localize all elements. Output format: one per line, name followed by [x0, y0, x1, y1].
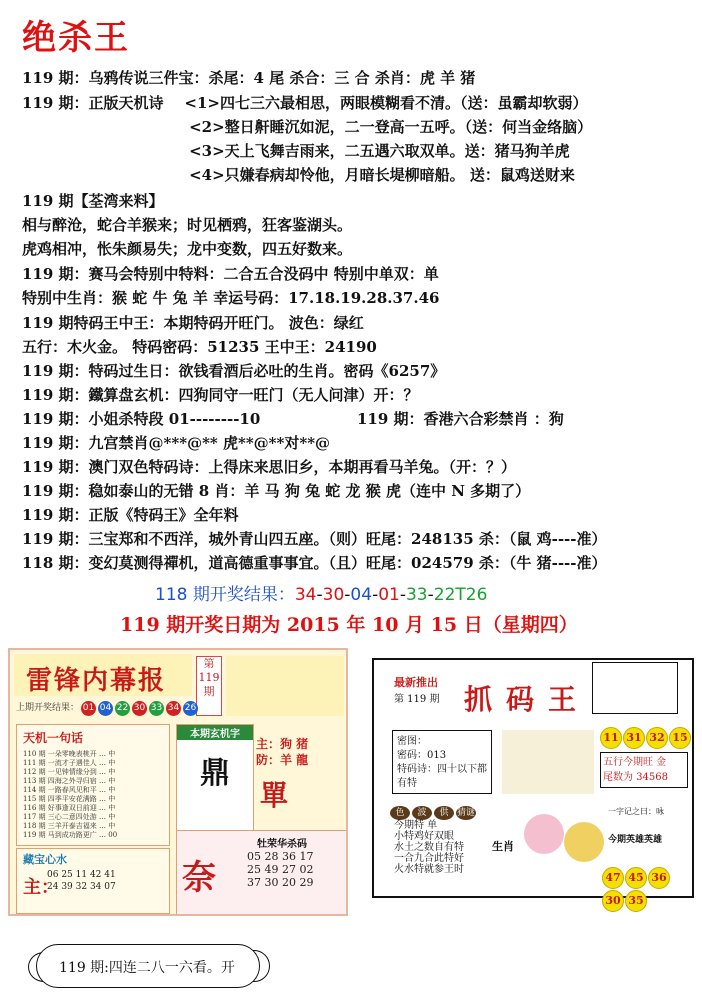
balls-label: 上期开奖结果：: [16, 703, 80, 713]
yellow-ball: 45: [625, 867, 647, 889]
forecast-line: [22, 529, 607, 549]
result-number: 33: [405, 585, 428, 605]
oracle-row: 111 期 一流才子遇佳人 … 中: [23, 759, 116, 767]
oracle-row: 118 期 三羊开泰吉福来 … 中: [23, 822, 116, 830]
oracle-row: 114 期 一路春风见和平 … 中: [23, 786, 116, 794]
yellow-ball: 31: [623, 727, 645, 749]
weishu-text: 尾数为 34568: [603, 772, 668, 783]
result-sep: -: [399, 585, 406, 605]
forecast-line-text: 相与醉沧，蛇合羊猴来；时见栖鸦，狂客鉴湖头。: [22, 216, 353, 234]
forecast-line: [22, 117, 592, 137]
forecast-line-text: 119 期：特码过生日：欲钱看酒后必吐的生肖。密码《6257》: [22, 362, 446, 380]
treasure-prefix: 主：: [23, 877, 59, 898]
forecast-line-text: <3>天上飞舞吉雨来，二五遇六取双单。送：猪马狗羊虎: [22, 142, 570, 160]
forecast-line: [22, 313, 364, 333]
lottery-ball: 33: [149, 701, 164, 716]
forecast-line-text: 119 期：正版天机诗 <1>四七三六最相思，两眼模糊看不清。（送：虽霸却软弱）: [22, 94, 588, 112]
forecast-line-text: 119 期特码王中王：本期特码开旺门。 波色：绿红: [22, 314, 364, 332]
forecast-line: [22, 409, 564, 429]
page-title: 绝杀王: [22, 18, 130, 58]
forecast-line: [22, 505, 239, 525]
card-slogan: 今期英雄英雄: [608, 835, 663, 845]
cloud-text: 119 期:四连二八一六看。开: [59, 960, 235, 976]
result-numbers: [295, 585, 488, 605]
oracle-title: 天机一句话: [23, 731, 84, 745]
kill-code-row: 25 49 27 02: [247, 863, 314, 876]
password-box: [392, 730, 492, 794]
mystery-char: 鼎: [200, 756, 230, 791]
mima-label: 密图：: [397, 736, 427, 747]
kill-code-row: 05 28 36 17: [247, 850, 314, 863]
treasure-box: [16, 848, 170, 914]
forecast-line-text: 119 期：小姐杀特段 01--------10: [22, 410, 261, 428]
result-label: 118 期开奖结果：: [155, 585, 295, 605]
forecast-line-text: 119 期：正版《特码王》全年料: [22, 506, 239, 524]
oracle-row: 117 期 三心二意四处游 … 中: [23, 813, 116, 821]
card-blank-box: [592, 662, 678, 714]
wuxing-text: 五行今期旺 金: [603, 757, 667, 768]
card-new-label: 最新推出: [394, 676, 438, 689]
card-column: 水土之数自有特: [394, 842, 464, 853]
card-column: 今期特 单: [394, 820, 438, 831]
forecast-line: [22, 215, 352, 235]
tema-poem: 特码诗：四十以下都有特: [397, 764, 487, 789]
forecast-line-text: 五行：木火金。 特码密码：51235 王中王：24190: [22, 338, 377, 356]
ball-list: [79, 703, 198, 713]
forecast-line-text: <4>只嫌春病却怜他，月暗长堤柳暗船。 送：鼠鸡送财来: [22, 166, 575, 184]
result-number: 01: [378, 585, 400, 605]
starburst-pink: [524, 814, 564, 854]
wuxing-box: [600, 752, 688, 788]
card-title: 抓码王: [464, 683, 591, 716]
yellow-ball: 30: [602, 890, 624, 912]
zhu-text: 主：狗 猪: [256, 737, 309, 751]
oracle-rows: [17, 750, 169, 840]
result-sep: -: [427, 585, 434, 605]
kill-code-title: 牡荣华杀码: [257, 839, 307, 850]
result-special: T26: [455, 585, 488, 605]
forecast-line: [22, 337, 377, 357]
main-zodiac: [256, 736, 308, 768]
result-number: 22: [433, 585, 456, 605]
fang-text: 防：羊 龍: [256, 753, 309, 767]
bottom-balls: [602, 866, 692, 912]
card-issue: 第 119 期: [394, 694, 440, 705]
forecast-line-text: 119 期：九宫禁肖@***@** 虎**@**对**@: [22, 434, 331, 452]
forecast-line: [22, 239, 352, 259]
forecast-line: [22, 165, 575, 185]
forecast-line: [22, 457, 516, 477]
forecast-line: [22, 191, 164, 211]
lottery-ball: 04: [98, 701, 113, 716]
card-column: 小特鸡好双眼: [394, 831, 454, 842]
forecast-line: [22, 481, 530, 501]
lottery-ball: 30: [132, 701, 147, 716]
oracle-row: 112 期 一见钟情缘分到 … 中: [23, 768, 116, 776]
card-tag: 供: [434, 806, 454, 820]
oracle-row: 110 期 一朵零晚表桃开 … 中: [23, 750, 116, 758]
card-tag: 波: [412, 806, 432, 820]
mima-code: 密码：013: [397, 750, 447, 761]
lottery-ball: 26: [183, 701, 198, 716]
cloud-bubble: [36, 944, 260, 988]
newspaper-title: 雷锋内幕报: [26, 666, 167, 696]
forecast-line: [22, 433, 330, 453]
forecast-line: [22, 385, 419, 405]
card-note: 一字记之曰：咏: [608, 807, 664, 816]
lottery-ball: 22: [115, 701, 130, 716]
forecast-line-text: 119 期：赛马会特别中特料：二合五合没码中 特别中单双：单: [22, 265, 439, 283]
result-number: 34: [294, 585, 317, 605]
result-sep: -: [372, 585, 379, 605]
kill-code-row: 37 30 20 29: [247, 876, 314, 889]
oracle-box: [16, 724, 170, 846]
forecast-line: [22, 553, 607, 573]
yellow-ball: 36: [648, 867, 670, 889]
forecast-line: [22, 141, 570, 161]
card-column: 一合九合此特好: [394, 853, 464, 864]
treasure-row: 06 25 11 42 41: [47, 870, 116, 880]
yellow-ball: 47: [602, 867, 624, 889]
forecast-line-text: <2>整日鼾睡沉如泥，二一登高一五呼。（送：何当金络脑）: [22, 118, 593, 136]
result-sep: -: [316, 585, 323, 605]
forecast-line: [22, 361, 445, 381]
card-columns: [394, 820, 464, 875]
card-tag: 猜谜: [456, 808, 475, 818]
scene-illustration: [502, 730, 594, 794]
forecast-line-text: 119 期：稳如泰山的无错 8 肖：羊 马 狗 兔 蛇 龙 猴 虎（连中 N 多期了）: [22, 482, 531, 500]
treasure-row: 24 39 32 34 07: [47, 882, 116, 892]
card-tag: 色: [390, 806, 410, 820]
oracle-row: 115 期 四季平安花满路 … 中: [23, 795, 116, 803]
starburst-yellow: [564, 822, 604, 862]
newspaper-issue: 第119期: [196, 656, 222, 716]
treasure-title: 藏宝心水: [23, 853, 67, 866]
forecast-line: [22, 93, 588, 113]
result-sep: -: [344, 585, 351, 605]
newspaper-panel: [8, 648, 348, 916]
draw-date: 119 期开奖日期为 2015 年 10 月 15 日（星期四）: [120, 614, 578, 636]
forecast-line: [22, 68, 475, 88]
newspaper-logo-area: [226, 656, 344, 716]
forecast-line: [22, 288, 439, 308]
oracle-row: 113 期 四海之外寻归宿 … 中: [23, 777, 116, 785]
forecast-line-text: 119 期：鐵算盘玄机：四狗同守一旺门（无人问津）开：？: [22, 386, 419, 404]
oracle-row: 119 期 马到成功路更广 … 00: [23, 831, 118, 839]
newspaper-header: [14, 654, 192, 696]
forecast-line-text: 虎鸡相冲，怅朱颜易失；龙中变数，四五好数来。: [22, 240, 353, 258]
big-char: 奈: [182, 858, 216, 898]
forecast-line: [22, 264, 439, 284]
result-number: 04: [350, 585, 373, 605]
shengxiao-label: 生肖: [492, 840, 514, 853]
forecast-line-text: 119 期：乌鸦传说三件宝：杀尾：4 尾 杀合：三 合 杀肖：虎 羊 猪: [22, 69, 476, 87]
yellow-ball: 15: [669, 727, 691, 749]
single-char: 單: [260, 779, 289, 812]
oracle-row: 116 期 好事逢双日前迎 … 中: [23, 804, 116, 812]
forecast-line-text: 119 期：澳门双色特码诗：上得床来思旧乡，本期再看马羊兔。（开：？）: [22, 458, 517, 476]
yellow-ball: 32: [646, 727, 668, 749]
grab-code-card: [372, 658, 694, 907]
result-number: 30: [322, 585, 345, 605]
card-column: 火水特就参王时: [394, 864, 464, 875]
yellow-ball: 35: [625, 890, 647, 912]
mystery-char-box: [176, 724, 254, 846]
result-line: [155, 580, 487, 605]
forecast-line-tail: 119 期：香港六合彩禁肖 ：狗: [357, 410, 564, 428]
top-balls: [600, 726, 692, 749]
forecast-line-text: 特别中生肖：猴 蛇 牛 兔 羊 幸运号码：17.18.19.28.37.46: [22, 289, 440, 307]
forecast-line-text: 119 期【荃湾来料】: [22, 192, 164, 210]
mystery-title: 本期玄机字: [177, 725, 253, 740]
forecast-line-text: 119 期：三宝郑和不西洋，城外青山四五座。（则）旺尾：248135 杀：（鼠 鸡----准）: [22, 530, 607, 548]
card-tags: [390, 800, 478, 820]
lottery-ball: 34: [166, 701, 181, 716]
forecast-line-text: 118 期：变幻莫测得禪机，道高德重事事宜。（且）旺尾：024579 杀：（牛 猪----准）: [22, 554, 607, 572]
lottery-ball: 01: [81, 701, 96, 716]
yellow-ball: 11: [600, 727, 622, 749]
newspaper-balls: [16, 700, 198, 716]
